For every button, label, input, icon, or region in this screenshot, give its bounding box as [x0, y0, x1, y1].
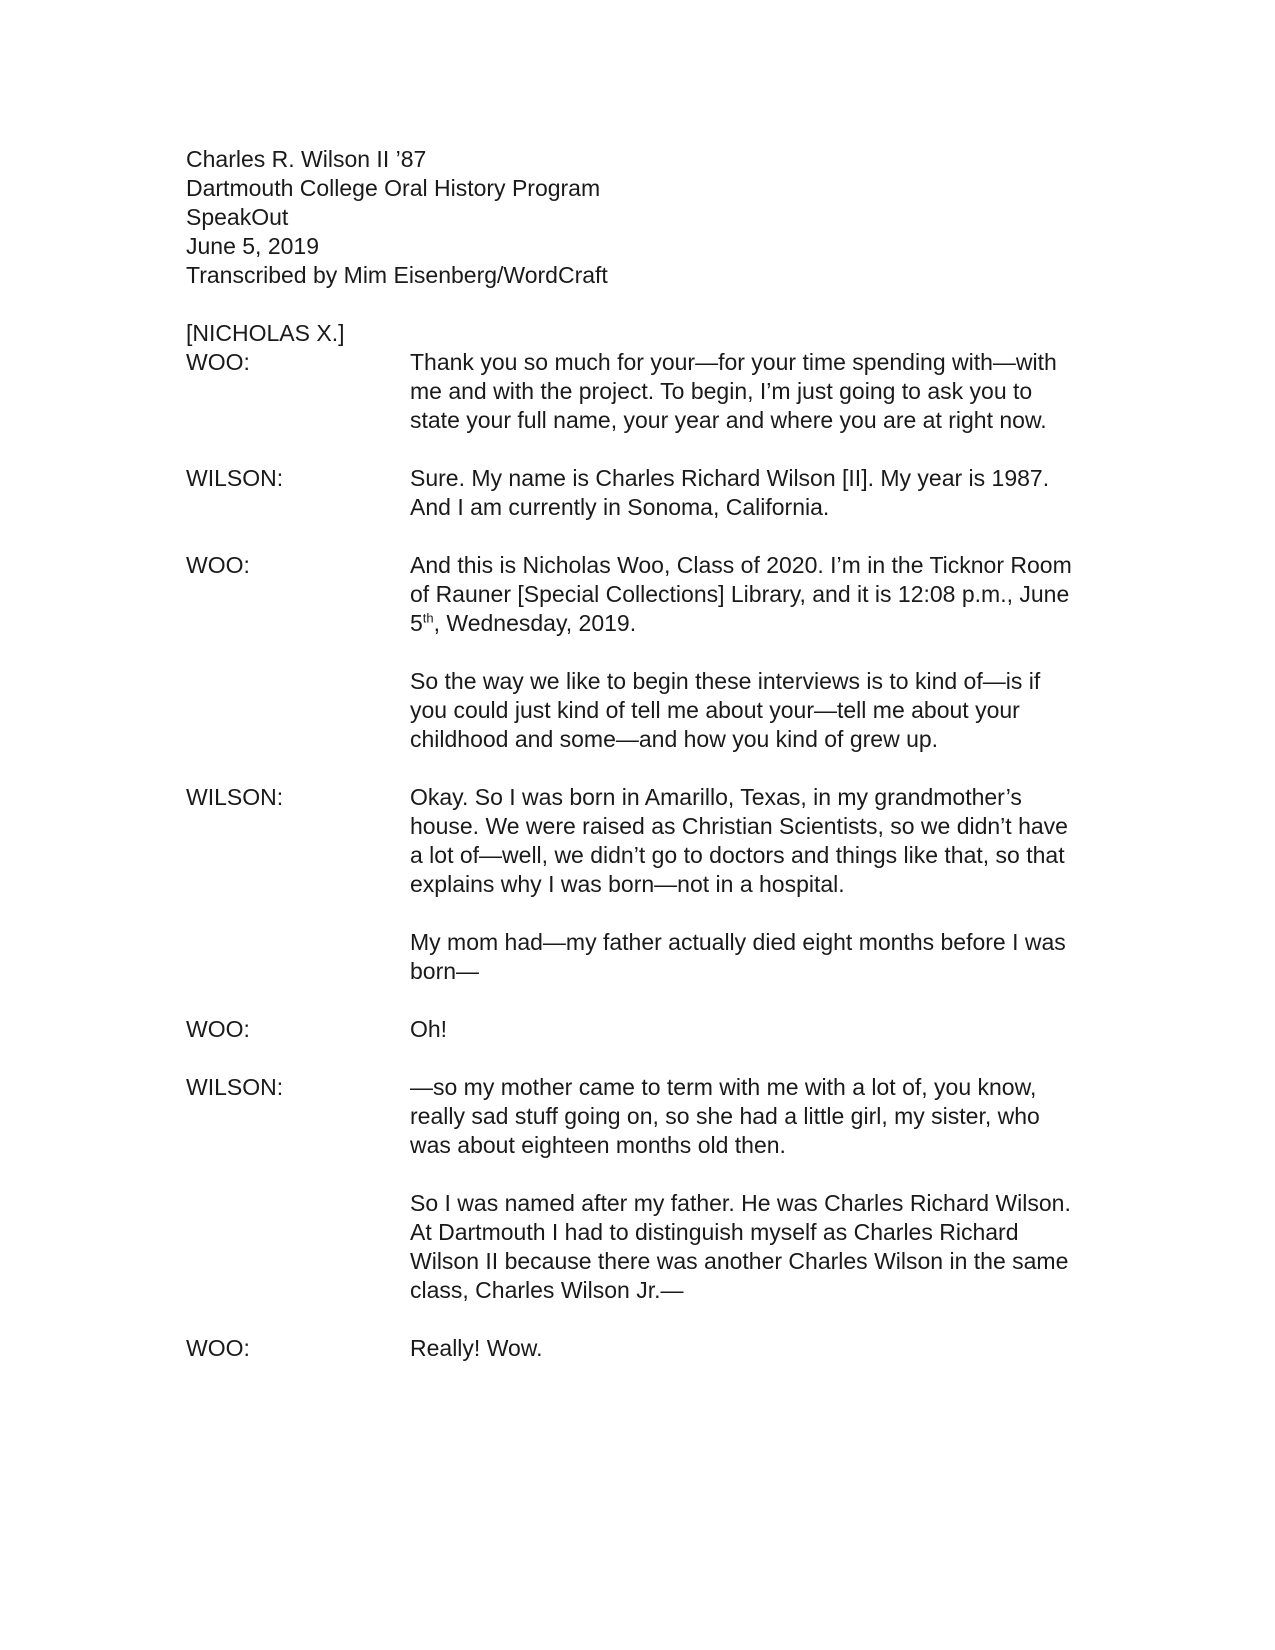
- transcript-turn: [186, 348, 1086, 435]
- project-name: SpeakOut: [186, 204, 289, 230]
- speaker-label: WOO:: [186, 349, 250, 375]
- speech-paragraph: —so my mother came to term with me with a lot of, you know, really sad stuff going on, so she had a little girl, my sister, who was about eighteen months old then.: [410, 1074, 1040, 1158]
- speech-text: [410, 464, 1080, 522]
- transcript-turn: [186, 551, 1086, 754]
- speech-text: [410, 1073, 1080, 1305]
- program-name: Dartmouth College Oral History Program: [186, 175, 601, 201]
- transcript-turn: [186, 1073, 1086, 1305]
- speech-paragraph: My mom had—my father actually died eight months before I was born—: [410, 929, 1066, 984]
- speech-text: [410, 1015, 1080, 1044]
- transcript-turn: [186, 1334, 1086, 1363]
- speech-text-after-superscript: , Wednesday, 2019.: [433, 610, 637, 636]
- transcript-turn: [186, 1015, 1086, 1044]
- interview-date: June 5, 2019: [186, 233, 320, 259]
- speaker-label: WOO:: [186, 1016, 250, 1042]
- speaker-label: WILSON:: [186, 465, 284, 491]
- speech-text: [410, 1334, 1080, 1363]
- speaker-label: WOO:: [186, 552, 250, 578]
- speech-text: [410, 783, 1080, 986]
- document-header: [186, 145, 1086, 290]
- transcript-turn: [186, 464, 1086, 522]
- speech-paragraph: Thank you so much for your—for your time spending with—with me and with the project. To begin, I’m just going to ask you to state your full name, your year and where you are at right now.: [410, 349, 1057, 433]
- transcriber-credit: Transcribed by Mim Eisenberg/WordCraft: [186, 262, 608, 288]
- transcript-turn: [186, 783, 1086, 986]
- speech-paragraph: [410, 551, 1080, 638]
- speech-paragraph: So the way we like to begin these interviews is to kind of—is if you could just kind of tell me about your—tell me about your childhood and some—and how you kind of grew up.: [410, 668, 1041, 752]
- speech-paragraph: Okay. So I was born in Amarillo, Texas, in my grandmother’s house. We were raised as Christian Scientists, so we didn’t have a lot of—well, we didn’t go to doctors and things like that, so that explains why I was born—not in a hospital.: [410, 784, 1068, 897]
- speech-paragraph: Oh!: [410, 1016, 448, 1042]
- speech-paragraph: Sure. My name is Charles Richard Wilson [II]. My year is 1987. And I am currently in Sonoma, California.: [410, 465, 1050, 520]
- speech-text: [410, 551, 1080, 754]
- speaker-label: WILSON:: [186, 1074, 284, 1100]
- speech-paragraph: So I was named after my father. He was Charles Richard Wilson. At Dartmouth I had to distinguish myself as Charles Richard Wilson II because there was another Charles Wilson in the same class, Charles Wilson Jr.—: [410, 1190, 1071, 1303]
- speech-text: [410, 348, 1080, 435]
- transcript-page: [186, 145, 1086, 1392]
- interviewee-name: Charles R. Wilson II ’87: [186, 146, 427, 172]
- speaker-prefix: [NICHOLAS X.]: [186, 320, 345, 346]
- speaker-label: WOO:: [186, 1335, 250, 1361]
- ordinal-superscript: th: [422, 610, 434, 626]
- speech-paragraph: Really! Wow.: [410, 1335, 543, 1361]
- speaker-label: WILSON:: [186, 784, 284, 810]
- speech-text-before-superscript: And this is Nicholas Woo, Class of 2020. I’m in the Ticknor Room of Rauner [Special Collections] Library, and it is 12:08 p.m., June 5: [410, 552, 1072, 636]
